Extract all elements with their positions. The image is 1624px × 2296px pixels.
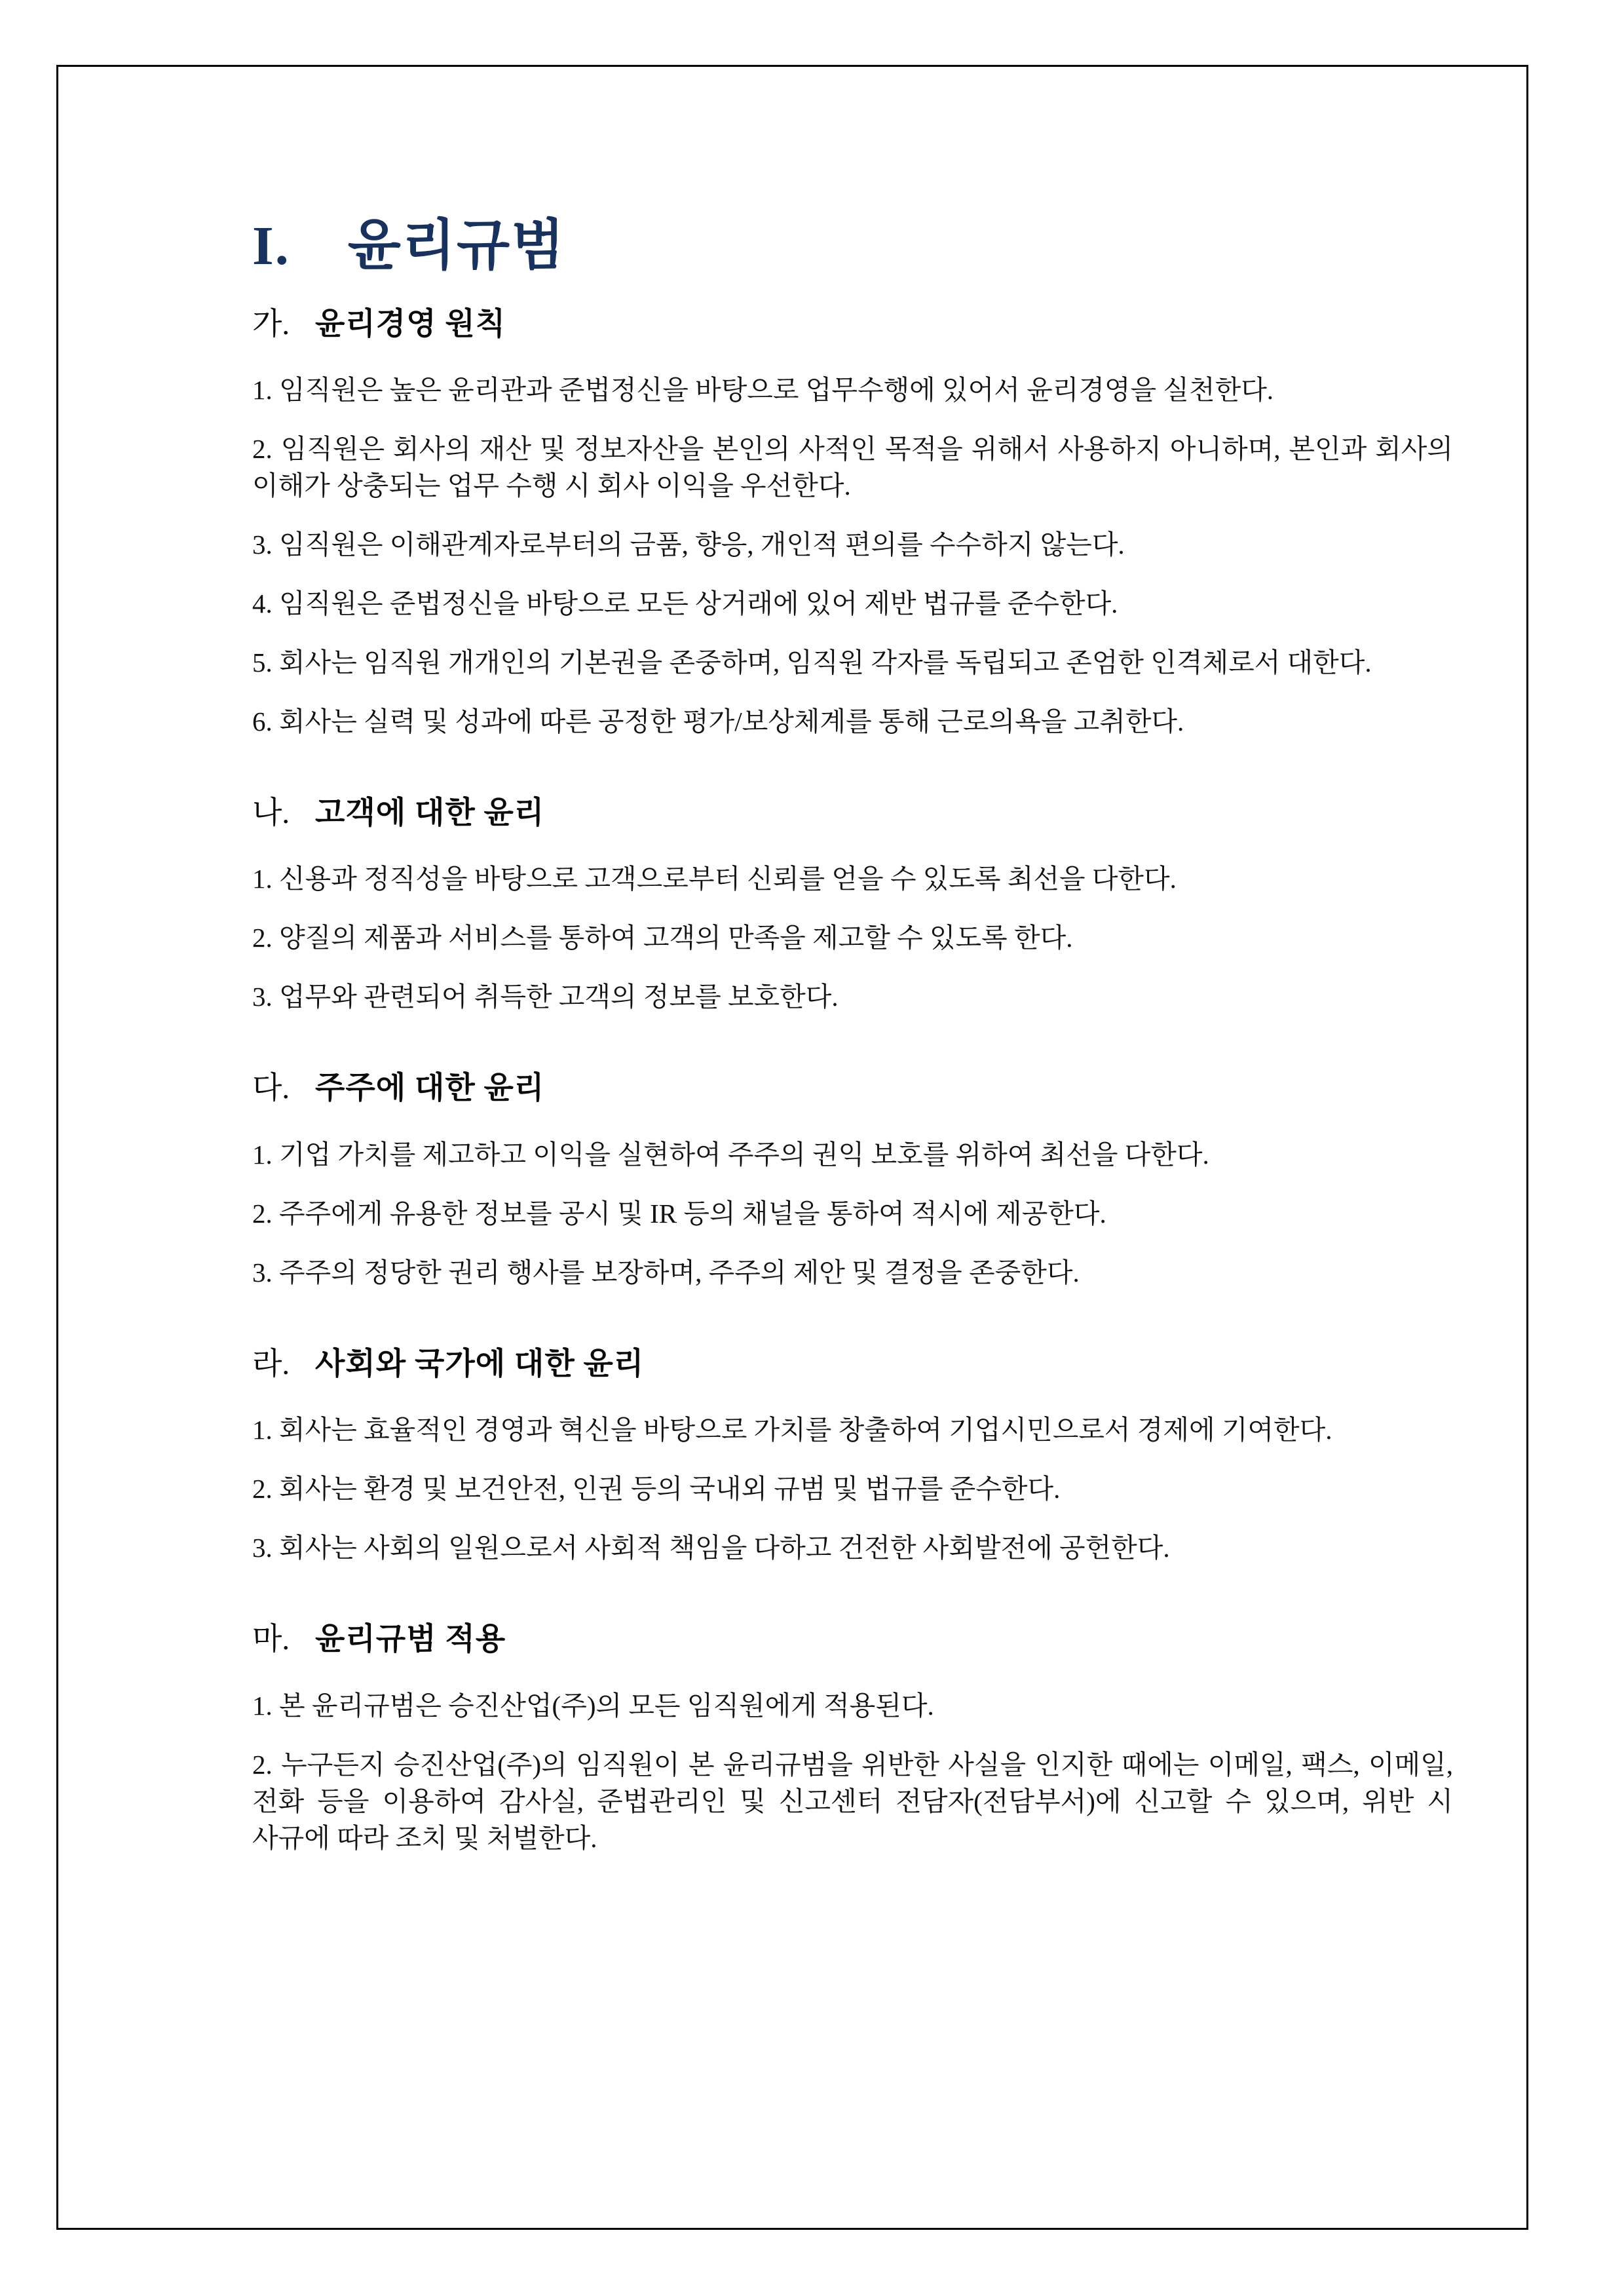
- document-title: [252, 215, 1453, 278]
- section-title: 윤리규범 적용: [315, 1622, 506, 1657]
- section-label: 가.: [252, 307, 290, 341]
- section-code-application: [252, 1621, 1453, 1856]
- section-heading: [252, 1070, 1453, 1107]
- ethics-item: 2. 주주에게 유용한 정보를 공시 및 IR 등의 채널을 통하여 적시에 제공한다.: [252, 1198, 1106, 1229]
- ethics-item: 2. 누구든지 승진산업(주)의 임직원이 본 윤리규범을 위반한 사실을 인지한 때에는 이메일, 팩스, 이메일, 전화 등을 이용하여 감사실, 준법관리인 및 신고센터 전담자(전담부서)에 신고할 수 있으며, 위반 시 사규에 따라 조치 및 처벌한다.: [252, 1749, 1453, 1853]
- ethics-item: 1. 본 윤리규범은 승진산업(주)의 모든 임직원에게 적용된다.: [252, 1690, 934, 1721]
- section-title: 사회와 국가에 대한 윤리: [315, 1347, 645, 1381]
- section-title: 고객에 대한 윤리: [315, 795, 545, 830]
- section-customer-ethics: [252, 795, 1453, 1015]
- ethics-item: 6. 회사는 실력 및 성과에 따른 공정한 평가/보상체계를 통해 근로의욕을 고취한다.: [252, 706, 1184, 737]
- section-title: 주주에 대한 윤리: [315, 1071, 545, 1106]
- section-label: 라.: [252, 1347, 290, 1381]
- section-ethics-management: [252, 306, 1453, 740]
- section-heading: [252, 1621, 1453, 1658]
- section-title: 윤리경영 원칙: [315, 307, 506, 341]
- document-title-numeral: I.: [252, 216, 290, 277]
- ethics-item: 2. 양질의 제품과 서비스를 통하여 고객의 만족을 제고할 수 있도록 한다.: [252, 923, 1073, 953]
- ethics-item: 1. 회사는 효율적인 경영과 혁신을 바탕으로 가치를 창출하여 기업시민으로서 경제에 기여한다.: [252, 1415, 1332, 1445]
- ethics-item: 1. 기업 가치를 제고하고 이익을 실현하여 주주의 권익 보호를 위하여 최선을 다한다.: [252, 1139, 1209, 1170]
- document-title-text: 윤리규범: [347, 216, 566, 277]
- ethics-item: 5. 회사는 임직원 개개인의 기본권을 존중하며, 임직원 각자를 독립되고 존엄한 인격체로서 대한다.: [252, 647, 1372, 678]
- section-heading: [252, 1346, 1453, 1383]
- page-content: [58, 67, 1526, 2228]
- section-heading: [252, 306, 1453, 343]
- ethics-item: 1. 임직원은 높은 윤리관과 준법정신을 바탕으로 업무수행에 있어서 윤리경영을 실천한다.: [252, 374, 1274, 405]
- section-society-nation-ethics: [252, 1346, 1453, 1566]
- section-shareholder-ethics: [252, 1070, 1453, 1290]
- ethics-item: 3. 임직원은 이해관계자로부터의 금품, 향응, 개인적 편의를 수수하지 않는다.: [252, 529, 1125, 560]
- ethics-item: 1. 신용과 정직성을 바탕으로 고객으로부터 신뢰를 얻을 수 있도록 최선을 다한다.: [252, 864, 1177, 894]
- section-label: 마.: [252, 1622, 290, 1657]
- page-border-frame: [56, 65, 1528, 2230]
- ethics-item: 3. 업무와 관련되어 취득한 고객의 정보를 보호한다.: [252, 982, 839, 1012]
- ethics-item: 4. 임직원은 준법정신을 바탕으로 모든 상거래에 있어 제반 법규를 준수한다.: [252, 588, 1118, 619]
- ethics-item: 3. 회사는 사회의 일원으로서 사회적 책임을 다하고 건전한 사회발전에 공헌한다.: [252, 1533, 1170, 1563]
- section-label: 다.: [252, 1071, 290, 1106]
- ethics-item: 3. 주주의 정당한 권리 행사를 보장하며, 주주의 제안 및 결정을 존중한다.: [252, 1257, 1080, 1288]
- section-label: 나.: [252, 795, 290, 830]
- ethics-item: 2. 회사는 환경 및 보건안전, 인권 등의 국내외 규범 및 법규를 준수한다.: [252, 1474, 1061, 1504]
- section-heading: [252, 795, 1453, 832]
- ethics-item: 2. 임직원은 회사의 재산 및 정보자산을 본인의 사적인 목적을 위해서 사용하지 아니하며, 본인과 회사의 이해가 상충되는 업무 수행 시 회사 이익을 우선한다.: [252, 433, 1453, 501]
